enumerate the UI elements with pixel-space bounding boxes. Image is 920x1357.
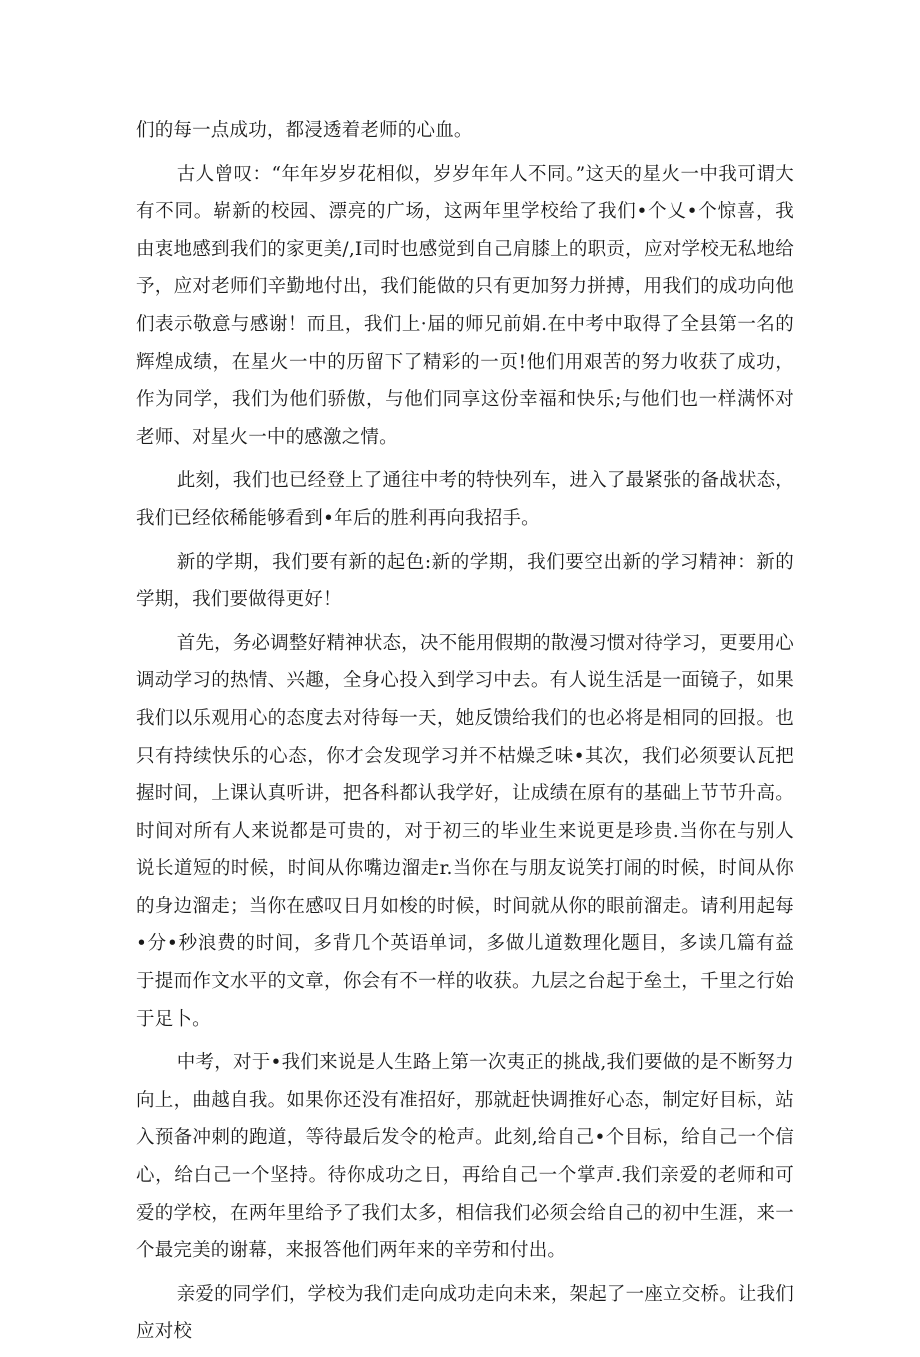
document-body — [136, 112, 794, 1357]
paragraph-ancient-saying: 古人曾叹：“年年岁岁花相似，岁岁年年人不同。”这天的星火一中我可谓大有不同。崭新的校园、漂亮的广场，这两年里学校给了我们•个乂•个惊喜，我由衷地感到我们的家更美/,I司时也感觉到自己肩膝上的职贡，应对学校无私地给予，应对老师们辛勤地付出，我们能做的只有更加努力拼搏，用我们的成功向他们表示敬意与感谢！而且，我们上·届的师兄前娟.在中考中取得了全县第一名的辉煌成绩，在星火一中的历留下了精彩的一页!他们用艰苦的努力收获了成功，作为同学，我们为他们骄傲，与他们同享这份幸福和快乐;与他们也一样满怀对老师、对星火一中的感激之情。 — [136, 163, 794, 448]
paragraph-express-train: 此刻，我们也已经登上了通往中考的特快列车，进入了最紧张的备战状态，我们已经依稀能够看到•年后的胜利再向我招手。 — [136, 470, 794, 529]
paragraph-new-semester: 新的学期，我们要有新的起色:新的学期，我们要空出新的学习精神：新的学期，我们要做得更好！ — [136, 551, 794, 611]
paragraph-first-adjust: 首先，务必调整好精神状态，决不能用假期的散漫习惯对待学习，更要用心调动学习的热情、兴趣，全身心投入到学习中去。有人说生活是一面镜子，如果我们以乐观用心的态度去对待每一天，她反馈给我们的也必将是相同的回报。也只有持续快乐的心态，你才会发现学习并不枯燥乏味•其次，我们必须要认瓦把握时间，上课认真听讲，把各科都认我学好，让成绩在原有的基础上节节升高。时间对所有人来说都是可贵的，对于初三的毕业生来说更是珍贵.当你在与别人说长道短的时候，时间从你嘴边溜走r.当你在与朋友说笑打闹的时候，时间从你的身边溜走；当你在感叹日月如梭的时候，时间就从你的眼前溜走。请利用起每•分•秒浪费的时间，多背几个英语单词，多做儿道数理化题目，多读几篇有益于提而作文水平的文章，你会有不一样的收获。九层之台起于垒土，千里之行始于足卜。 — [136, 632, 794, 1030]
paragraph-continuation: 们的每一点成功，都浸透着老师的心血。 — [136, 120, 473, 141]
paragraph-dear-classmates: 亲爱的同学们，学校为我们走向成功走向未来，架起了一座立交桥。让我们应对校 — [136, 1283, 794, 1343]
paragraph-exam-challenge: 中考，对于•我们来说是人生路上第一次夷正的挑战,我们要做的是不断努力向上，曲越自我。如果你还没有准招好，那就赶快调推好心态，制定好目标，站入预备冲刺的跑道，等待最后发令的枪声。此刻,给自己•个目标，给自己一个信心，给白己一个坚持。待你成功之日，再给自己一个掌声.我们亲爱的老师和可爱的学校，在两年里给予了我们太多，相信我们必须会给自己的初中生涯，来一个最完美的谢幕，来报答他们两年来的辛劳和付出。 — [136, 1052, 794, 1262]
